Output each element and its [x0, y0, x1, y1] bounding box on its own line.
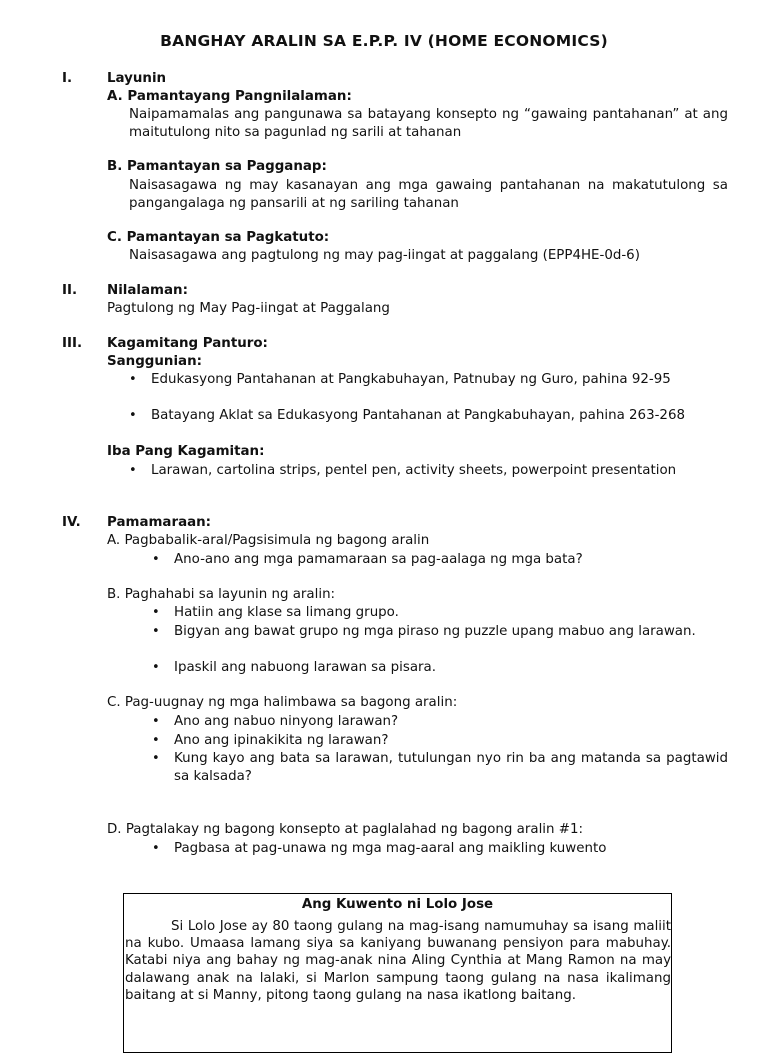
section-1b-text: Naisasagawa ng may kasanayan ang mga gawaing pantahanan na makatutulong sa pangangalaga ng pansarili at ng sariling tahanan: [129, 178, 728, 211]
section-1c-heading: C. Pamantayan sa Pagkatuto:: [107, 230, 330, 245]
section-4-number: IV.: [62, 515, 81, 530]
section-4d-heading: D. Pagtalakay ng bagong konsepto at paglalahad ng bagong aralin #1:: [107, 822, 584, 837]
story-title: Ang Kuwento ni Lolo Jose: [301, 897, 494, 912]
section-1a-heading: A. Pamantayang Pangnilalaman:: [107, 89, 352, 104]
section-3-heading: Kagamitang Panturo:: [107, 336, 268, 351]
section-4b-item: • Hatiin ang klase sa limang grupo.: [174, 604, 728, 622]
section-1a-text: Naipamamalas ang pangunawa sa batayang konsepto ng “gawaing pantahanan” at ang maitutulong nito sa pagunlad ng sarili at tahanan: [129, 107, 728, 140]
reference-item: • Batayang Aklat sa Edukasyong Pantahanan at Pangkabuhayan, pahina 263-268: [151, 407, 728, 425]
materials-subheading: Iba Pang Kagamitan:: [107, 444, 265, 459]
section-3-number: III.: [62, 336, 83, 351]
section-4b-heading: B. Paghahabi sa layunin ng aralin:: [107, 587, 336, 602]
section-4d-item: • Pagbasa at pag-unawa ng mga mag-aaral ang maikling kuwento: [174, 840, 728, 858]
section-1-number: I.: [62, 71, 73, 86]
section-1b-heading: B. Pamantayan sa Pagganap:: [107, 159, 327, 174]
section-4c-item: • Ano ang nabuo ninyong larawan?: [174, 713, 728, 731]
section-2-number: II.: [62, 283, 78, 298]
section-1c-text: Naisasagawa ang pagtulong ng may pag-iingat at paggalang (EPP4HE-0d-6): [129, 248, 640, 263]
section-4b-item: • Bigyan ang bawat grupo ng mga piraso ng puzzle upang mabuo ang larawan.: [174, 623, 728, 641]
section-1-heading: Layunin: [107, 71, 167, 86]
materials-item: • Larawan, cartolina strips, pentel pen, activity sheets, powerpoint presentation: [151, 462, 728, 480]
section-4b-item: • Ipaskil ang nabuong larawan sa pisara.: [174, 659, 728, 677]
story-body: Si Lolo Jose ay 80 taong gulang na mag-isang namumuhay sa isang maliit na kubo. Umaasa lamang siya sa kaniyang buwanang pensiyon para mabuhay. Katabi niya ang bahay ng mag-anak nina Aling Cynthia at Mang Ramon na may dalawang anak na lalaki, si Marlon sampung taong gulang na nasa ikalimang baitang at si Manny, pitong taong gulang na nasa ikatlong baitang.: [125, 919, 671, 1003]
document-title: BANGHAY ARALIN SA E.P.P. IV (HOME ECONOMICS): [160, 32, 608, 50]
section-4c-item: • Kung kayo ang bata sa larawan, tutulungan nyo rin ba ang matanda sa pagtawid sa kalsada?: [174, 750, 728, 785]
section-4a-heading: A. Pagbabalik-aral/Pagsisimula ng bagong aralin: [107, 533, 430, 548]
reference-item: • Edukasyong Pantahanan at Pangkabuhayan, Patnubay ng Guro, pahina 92-95: [151, 371, 728, 389]
section-4c-item: • Ano ang ipinakikita ng larawan?: [174, 732, 728, 750]
story-box: [123, 893, 672, 1053]
section-4a-item: • Ano-ano ang mga pamamaraan sa pag-aalaga ng mga bata?: [174, 551, 728, 569]
section-4-heading: Pamamaraan:: [107, 515, 212, 530]
references-subheading: Sanggunian:: [107, 354, 202, 369]
section-4c-heading: C. Pag-uugnay ng mga halimbawa sa bagong aralin:: [107, 695, 458, 710]
section-2-heading: Nilalaman:: [107, 283, 188, 298]
section-2-text: Pagtulong ng May Pag-iingat at Paggalang: [107, 301, 390, 316]
